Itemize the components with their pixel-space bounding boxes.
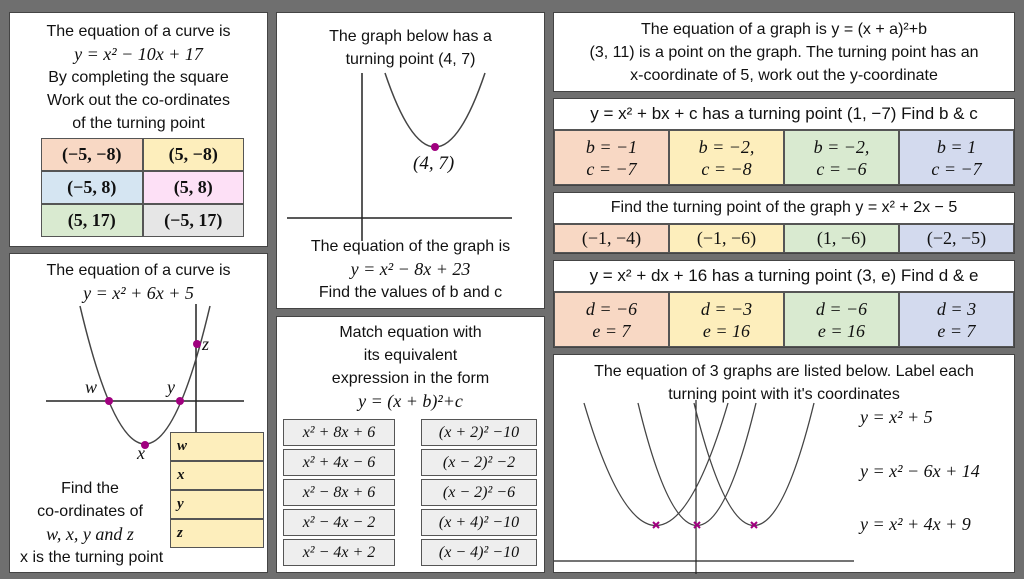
panel-curve-coordinates xyxy=(9,253,268,573)
p4-right-expression[interactable]: (x + 2)² −10 xyxy=(421,419,537,446)
p9-equation-1: y = x² + 5 xyxy=(860,407,933,427)
p9-parabola-right xyxy=(694,403,814,526)
p3-point-y xyxy=(176,397,184,405)
p3-answer-row[interactable]: x xyxy=(170,461,264,490)
p8-answer-grid xyxy=(554,292,1014,347)
p9-graph xyxy=(554,355,854,574)
p4-left-expression[interactable]: x² + 8x + 6 xyxy=(283,419,395,446)
p3-point-z xyxy=(193,340,201,348)
p5-line-2: (3, 11) is a point on the graph. The turning point has an xyxy=(589,44,979,61)
p6-answer-grid xyxy=(554,130,1014,185)
p9-parabola-middle xyxy=(638,403,756,526)
p8-option[interactable]: d = −3 e = 16 xyxy=(669,292,784,347)
p4-right-expression[interactable]: (x + 4)² −10 xyxy=(421,509,537,536)
p3-bottom-1: Find the xyxy=(61,480,119,497)
p8-option[interactable]: d = 3 e = 7 xyxy=(899,292,1014,347)
panel-find-turning-point xyxy=(553,192,1015,254)
p3-label-x: x xyxy=(137,443,145,463)
panel-graph-turning-point xyxy=(276,12,545,309)
p7-option[interactable]: (−1, −6) xyxy=(669,224,784,253)
p4-right-expression[interactable]: (x − 2)² −2 xyxy=(421,449,537,476)
p1-option[interactable]: (5, −8) xyxy=(143,138,245,171)
panel-label-three-graphs xyxy=(553,354,1015,573)
p1-line-4: Work out the co-ordinates xyxy=(47,92,230,109)
p7-option[interactable]: (1, −6) xyxy=(784,224,899,253)
p6-question: y = x² + bx + c has a turning point (1, −7) Find b & c xyxy=(554,99,1014,130)
p4-left-expression[interactable]: x² + 4x − 6 xyxy=(283,449,395,476)
p3-label-z: z xyxy=(202,334,210,354)
p1-answer-grid xyxy=(41,138,244,237)
p3-label-y: y xyxy=(167,377,175,397)
panel-find-d-e xyxy=(553,260,1015,348)
p3-answer-row[interactable]: w xyxy=(170,432,264,461)
p9-parabola-left xyxy=(584,403,728,526)
p5-line-1: The equation of a graph is y = (x + a)²+b xyxy=(641,21,927,38)
p1-option[interactable]: (−5, 17) xyxy=(143,204,245,237)
p3-equation: y = x² + 6x + 5 xyxy=(83,283,194,303)
panel-graph-equation-question xyxy=(553,12,1015,92)
p6-option[interactable]: b = 1 c = −7 xyxy=(899,130,1014,185)
p4-left-expression[interactable]: x² − 4x + 2 xyxy=(283,539,395,566)
p2-parabola xyxy=(385,73,485,147)
panel-match-equations xyxy=(276,316,545,573)
p6-option[interactable]: b = −2, c = −6 xyxy=(784,130,899,185)
p2-line-2: turning point (4, 7) xyxy=(345,51,476,68)
p1-option[interactable]: (−5, 8) xyxy=(41,171,143,204)
p2-turning-point xyxy=(431,143,439,151)
p3-bottom-2: co-ordinates of xyxy=(37,503,143,520)
p1-line-1: The equation of a curve is xyxy=(46,23,231,40)
panel-turning-point-question xyxy=(9,12,268,247)
p7-option[interactable]: (−1, −4) xyxy=(554,224,669,253)
p9-equation-2: y = x² − 6x + 14 xyxy=(860,461,980,481)
p7-answer-grid xyxy=(554,224,1014,253)
p4-right-expression[interactable]: (x − 2)² −6 xyxy=(421,479,537,506)
p7-question: Find the turning point of the graph y = x² + 2x − 5 xyxy=(554,193,1014,224)
p4-right-expression[interactable]: (x − 4)² −10 xyxy=(421,539,537,566)
p3-parabola xyxy=(80,306,210,444)
p4-line-2: its equivalent xyxy=(363,347,458,364)
p3-answer-row[interactable]: y xyxy=(170,490,264,519)
p3-bottom-4: x is the turning point xyxy=(20,549,164,566)
p7-option[interactable]: (−2, −5) xyxy=(899,224,1014,253)
p4-left-expression[interactable]: x² − 4x − 2 xyxy=(283,509,395,536)
p2-equation: y = x² − 8x + 23 xyxy=(350,259,471,279)
p8-question: y = x² + dx + 16 has a turning point (3, e) Find d & e xyxy=(554,261,1014,292)
p3-point-w xyxy=(105,397,113,405)
p2-point-label: (4, 7) xyxy=(413,153,455,174)
p8-option[interactable]: d = −6 e = 16 xyxy=(784,292,899,347)
p8-option[interactable]: d = −6 e = 7 xyxy=(554,292,669,347)
p1-option[interactable]: (5, 8) xyxy=(143,171,245,204)
p3-bottom-3: w, x, y and z xyxy=(46,524,134,544)
p2-bottom-1: The equation of the graph is xyxy=(310,238,511,255)
p3-answer-row[interactable]: z xyxy=(170,519,264,548)
p1-option[interactable]: (−5, −8) xyxy=(41,138,143,171)
p9-line-2: turning point with it's coordinates xyxy=(668,386,900,403)
p9-line-1: The equation of 3 graphs are listed below. Label each xyxy=(594,363,974,380)
p4-line-1: Match equation with xyxy=(339,324,482,341)
p3-label-w: w xyxy=(85,377,98,397)
p4-left-expression[interactable]: x² − 8x + 6 xyxy=(283,479,395,506)
p1-line-5: of the turning point xyxy=(72,115,205,132)
p2-graph xyxy=(277,13,546,243)
p1-option[interactable]: (5, 17) xyxy=(41,204,143,237)
p2-line-1: The graph below has a xyxy=(329,28,492,45)
p1-equation: y = x² − 10x + 17 xyxy=(74,44,203,64)
p5-line-3: x-coordinate of 5, work out the y-coordinate xyxy=(630,67,938,84)
p9-equation-3: y = x² + 4x + 9 xyxy=(860,514,971,534)
p3-line-1: The equation of a curve is xyxy=(46,262,231,279)
p2-bottom-3: Find the values of b and c xyxy=(318,284,503,301)
panel-find-b-c xyxy=(553,98,1015,186)
p6-option[interactable]: b = −1 c = −7 xyxy=(554,130,669,185)
p6-option[interactable]: b = −2, c = −8 xyxy=(669,130,784,185)
p1-line-3: By completing the square xyxy=(48,69,229,86)
p4-line-3: expression in the form xyxy=(331,370,490,387)
p4-line-4: y = (x + b)²+c xyxy=(358,391,463,411)
